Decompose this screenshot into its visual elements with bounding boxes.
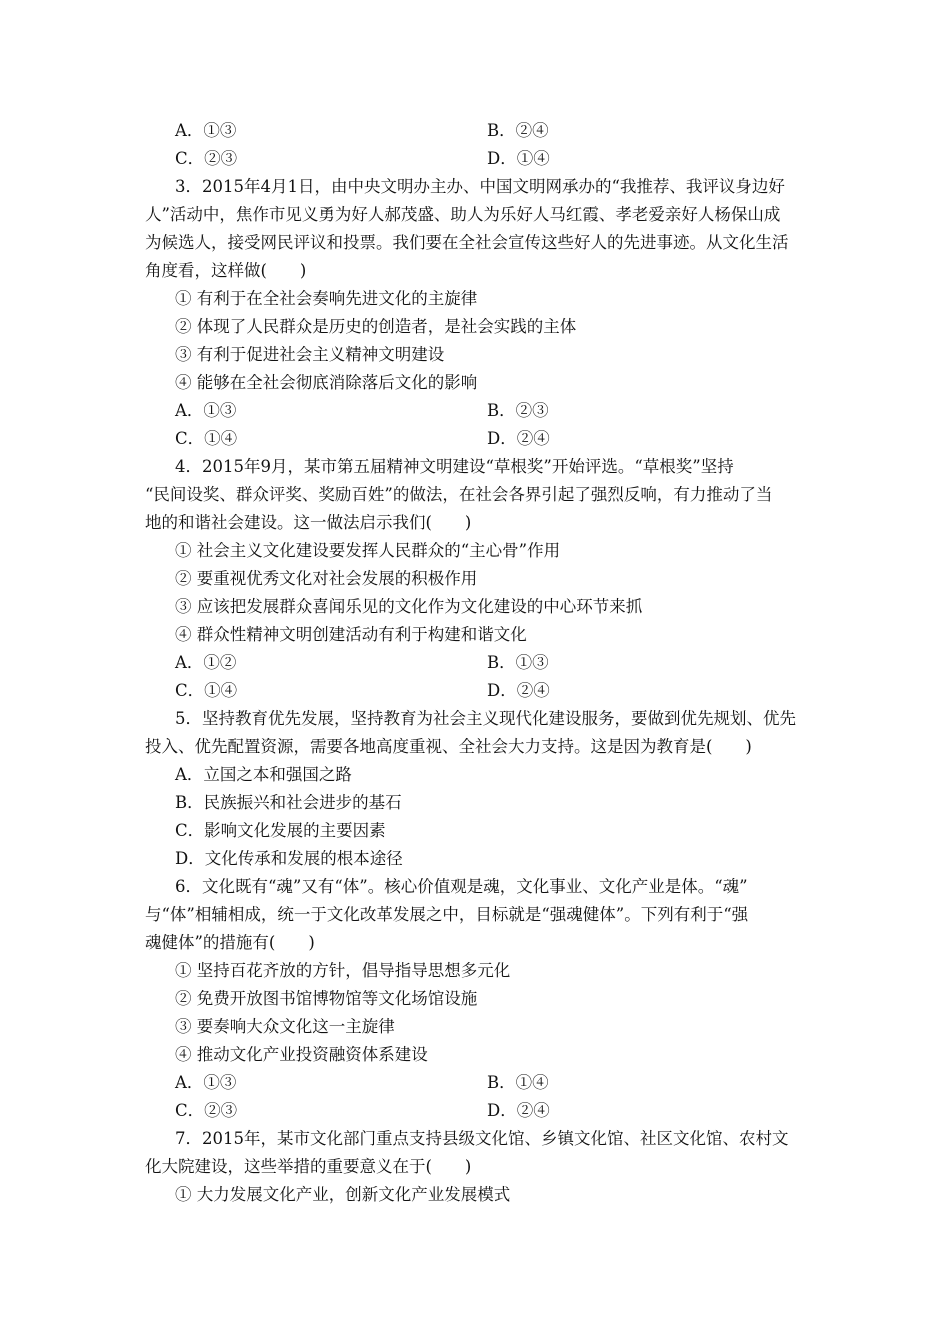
q2-option-a[interactable]: A．①③ [175,121,237,140]
q3-item: ④ 能够在全社会彻底消除落后文化的影响 [175,373,478,392]
q3-stem-line: 为候选人，接受网民评议和投票。我们要在全社会宣传这些好人的先进事迹。从文化生活 [145,233,789,252]
q7-item: ① 大力发展文化产业，创新文化产业发展模式 [175,1185,511,1204]
q3-option-a[interactable]: A．①③ [175,401,237,420]
q4-option-d[interactable]: D．②④ [487,681,550,700]
q5-choice-d[interactable]: D．文化传承和发展的根本途径 [175,849,403,868]
q4-item: ② 要重视优秀文化对社会发展的积极作用 [175,569,478,588]
q4-option-b[interactable]: B．①③ [487,653,549,672]
q6-option-a[interactable]: A．①③ [175,1073,237,1092]
q6-item: ④ 推动文化产业投资融资体系建设 [175,1045,428,1064]
q4-stem-line: “民间设奖、群众评奖、奖励百姓”的做法，在社会各界引起了强烈反响，有力推动了当 [145,485,773,504]
q4-stem-line: 4．2015年9月，某市第五届精神文明建设“草根奖”开始评选。“草根奖”坚持 [175,457,734,476]
q3-item: ③ 有利于促进社会主义精神文明建设 [175,345,445,364]
q5-choice-c[interactable]: C．影响文化发展的主要因素 [175,821,386,840]
q6-item: ① 坚持百花齐放的方针，倡导指导思想多元化 [175,961,511,980]
q3-option-b[interactable]: B．②③ [487,401,549,420]
q6-stem-line: 与“体”相辅相成，统一于文化改革发展之中，目标就是“强魂健体”。下列有利于“强 [145,905,749,924]
q6-stem-line: 6．文化既有“魂”又有“体”。核心价值观是魂，文化事业、文化产业是体。“魂” [175,877,748,896]
q4-option-a[interactable]: A．①② [175,653,237,672]
q6-stem-line: 魂健体”的措施有( ) [145,933,315,952]
q6-item: ② 免费开放图书馆博物馆等文化场馆设施 [175,989,478,1008]
q6-option-c[interactable]: C．②③ [175,1101,238,1120]
q4-option-c[interactable]: C．①④ [175,681,238,700]
q3-stem-line: 角度看，这样做( ) [145,261,307,280]
q3-item: ② 体现了人民群众是历史的创造者，是社会实践的主体 [175,317,577,336]
q4-stem-line: 地的和谐社会建设。这一做法启示我们( ) [145,513,472,532]
q2-option-b[interactable]: B．②④ [487,121,549,140]
q5-stem-line: 5．坚持教育优先发展，坚持教育为社会主义现代化建设服务，要做到优先规划、优先 [175,709,796,728]
q3-item: ① 有利于在全社会奏响先进文化的主旋律 [175,289,478,308]
q4-item: ① 社会主义文化建设要发挥人民群众的“主心骨”作用 [175,541,561,560]
q6-item: ③ 要奏响大众文化这一主旋律 [175,1017,395,1036]
q3-stem-line: 3．2015年4月1日，由中央文明办主办、中国文明网承办的“我推荐、我评议身边好 [175,177,785,196]
q5-choice-a[interactable]: A．立国之本和强国之路 [175,765,352,784]
q6-option-d[interactable]: D．②④ [487,1101,550,1120]
q4-item: ③ 应该把发展群众喜闻乐见的文化作为文化建设的中心环节来抓 [175,597,643,616]
q4-item: ④ 群众性精神文明创建活动有利于构建和谐文化 [175,625,527,644]
q7-stem-line: 化大院建设，这些举措的重要意义在于( ) [145,1157,472,1176]
q5-stem-line: 投入、优先配置资源，需要各地高度重视、全社会大力支持。这是因为教育是( ) [145,737,752,756]
q2-option-d[interactable]: D．①④ [487,149,550,168]
q6-option-b[interactable]: B．①④ [487,1073,549,1092]
q7-stem-line: 7．2015年，某市文化部门重点支持县级文化馆、乡镇文化馆、社区文化馆、农村文 [175,1129,789,1148]
q3-stem-line: 人”活动中，焦作市见义勇为好人郝茂盛、助人为乐好人马红霞、孝老爱亲好人杨保山成 [145,205,781,224]
q3-option-c[interactable]: C．①④ [175,429,238,448]
q3-option-d[interactable]: D．②④ [487,429,550,448]
q5-choice-b[interactable]: B．民族振兴和社会进步的基石 [175,793,402,812]
q2-option-c[interactable]: C．②③ [175,149,238,168]
